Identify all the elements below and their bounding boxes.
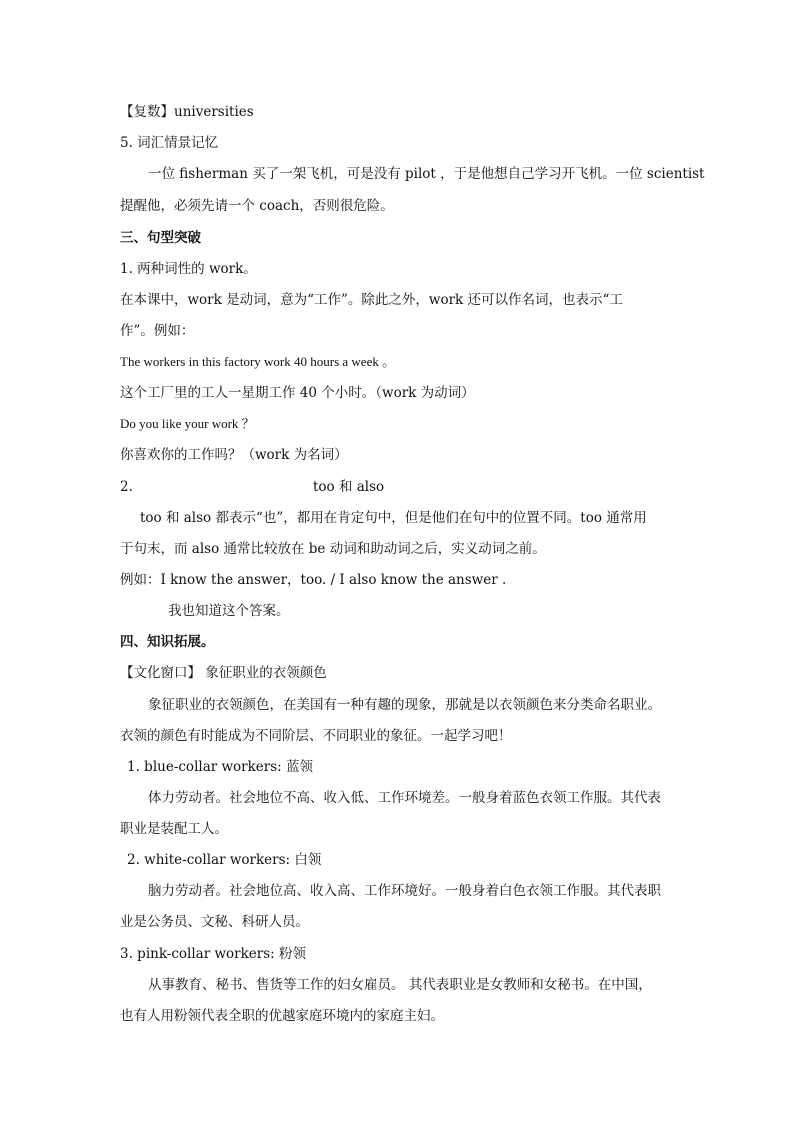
- list-item-white-collar: 2. white-collar workers: 白领: [127, 852, 322, 868]
- example-sentence-en: 例如：I know the answer，too. / I also know the answer .: [120, 572, 507, 588]
- paragraph-line: 从事教育、秘书、售货等工作的妇女雇员。 其代表职业是女教师和女秘书。在中国，: [148, 977, 652, 993]
- paragraph-line: too 和 also 都表示“也”，都用在肯定句中，但是他们在句中的位置不同。too 通常用: [140, 510, 647, 526]
- example-sentence-en: The workers in this factory work 40 hours a week 。: [120, 354, 396, 369]
- paragraph-line: 在本课中，work 是动词，意为“工作”。除此之外，work 还可以作名词，也表示“工: [120, 292, 623, 308]
- paragraph-line: 提醒他，必须先请一个 coach，否则很危险。: [120, 198, 394, 214]
- example-sentence-en: Do you like your work ？: [120, 416, 255, 431]
- example-translation: 这个工厂里的工人一星期工作 40 个小时。（work 为动词）: [120, 385, 475, 401]
- culture-window-title: 【文化窗口】 象征职业的衣领颜色: [120, 665, 327, 681]
- list-item-blue-collar: 1. blue-collar workers: 蓝领: [127, 759, 314, 775]
- paragraph-line: 一位 fisherman 买了一架飞机，可是没有 pilot ，于是他想自己学习开飞机。一位 scientist: [148, 166, 705, 182]
- section-heading-sentence-patterns: 三、句型突破: [120, 230, 201, 246]
- plural-note: 【复数】universities: [120, 104, 254, 120]
- example-translation: 我也知道这个答案。: [168, 603, 290, 619]
- paragraph-line: 于句末，而 also 通常比较放在 be 动词和助动词之后，实义动词之前。: [120, 541, 546, 557]
- paragraph-line: 衣领的颜色有时能成为不同阶层、不同职业的象征。一起学习吧！: [120, 728, 512, 744]
- example-translation: 你喜欢你的工作吗？（work 为名词）: [120, 447, 348, 463]
- section-heading-knowledge: 四、知识拓展。: [120, 634, 215, 650]
- subheading-work: 1. 两种词性的 work。: [120, 261, 257, 277]
- subheading-number: 2.: [120, 479, 133, 495]
- paragraph-line: 脑力劳动者。社会地位高、收入高、工作环境好。一般身着白色衣领工作服。其代表职: [148, 883, 661, 899]
- section-vocab-memory: 5. 词汇情景记忆: [120, 135, 219, 151]
- paragraph-line: 作”。例如：: [120, 323, 195, 339]
- list-item-pink-collar: 3. pink-collar workers: 粉领: [120, 946, 306, 962]
- paragraph-line: 业是公务员、文秘、科研人员。: [120, 914, 309, 930]
- paragraph-line: 体力劳动者。社会地位不高、收入低、工作环境差。一般身着蓝色衣领工作服。其代表: [148, 790, 661, 806]
- subheading-too-also: too 和 also: [313, 479, 385, 495]
- paragraph-line: 职业是装配工人。: [120, 821, 228, 837]
- paragraph-line: 象征职业的衣领颜色，在美国有一种有趣的现象，那就是以衣领颜色来分类命名职业。: [148, 697, 661, 713]
- paragraph-line: 也有人用粉领代表全职的优越家庭环境内的家庭主妇。: [120, 1008, 444, 1024]
